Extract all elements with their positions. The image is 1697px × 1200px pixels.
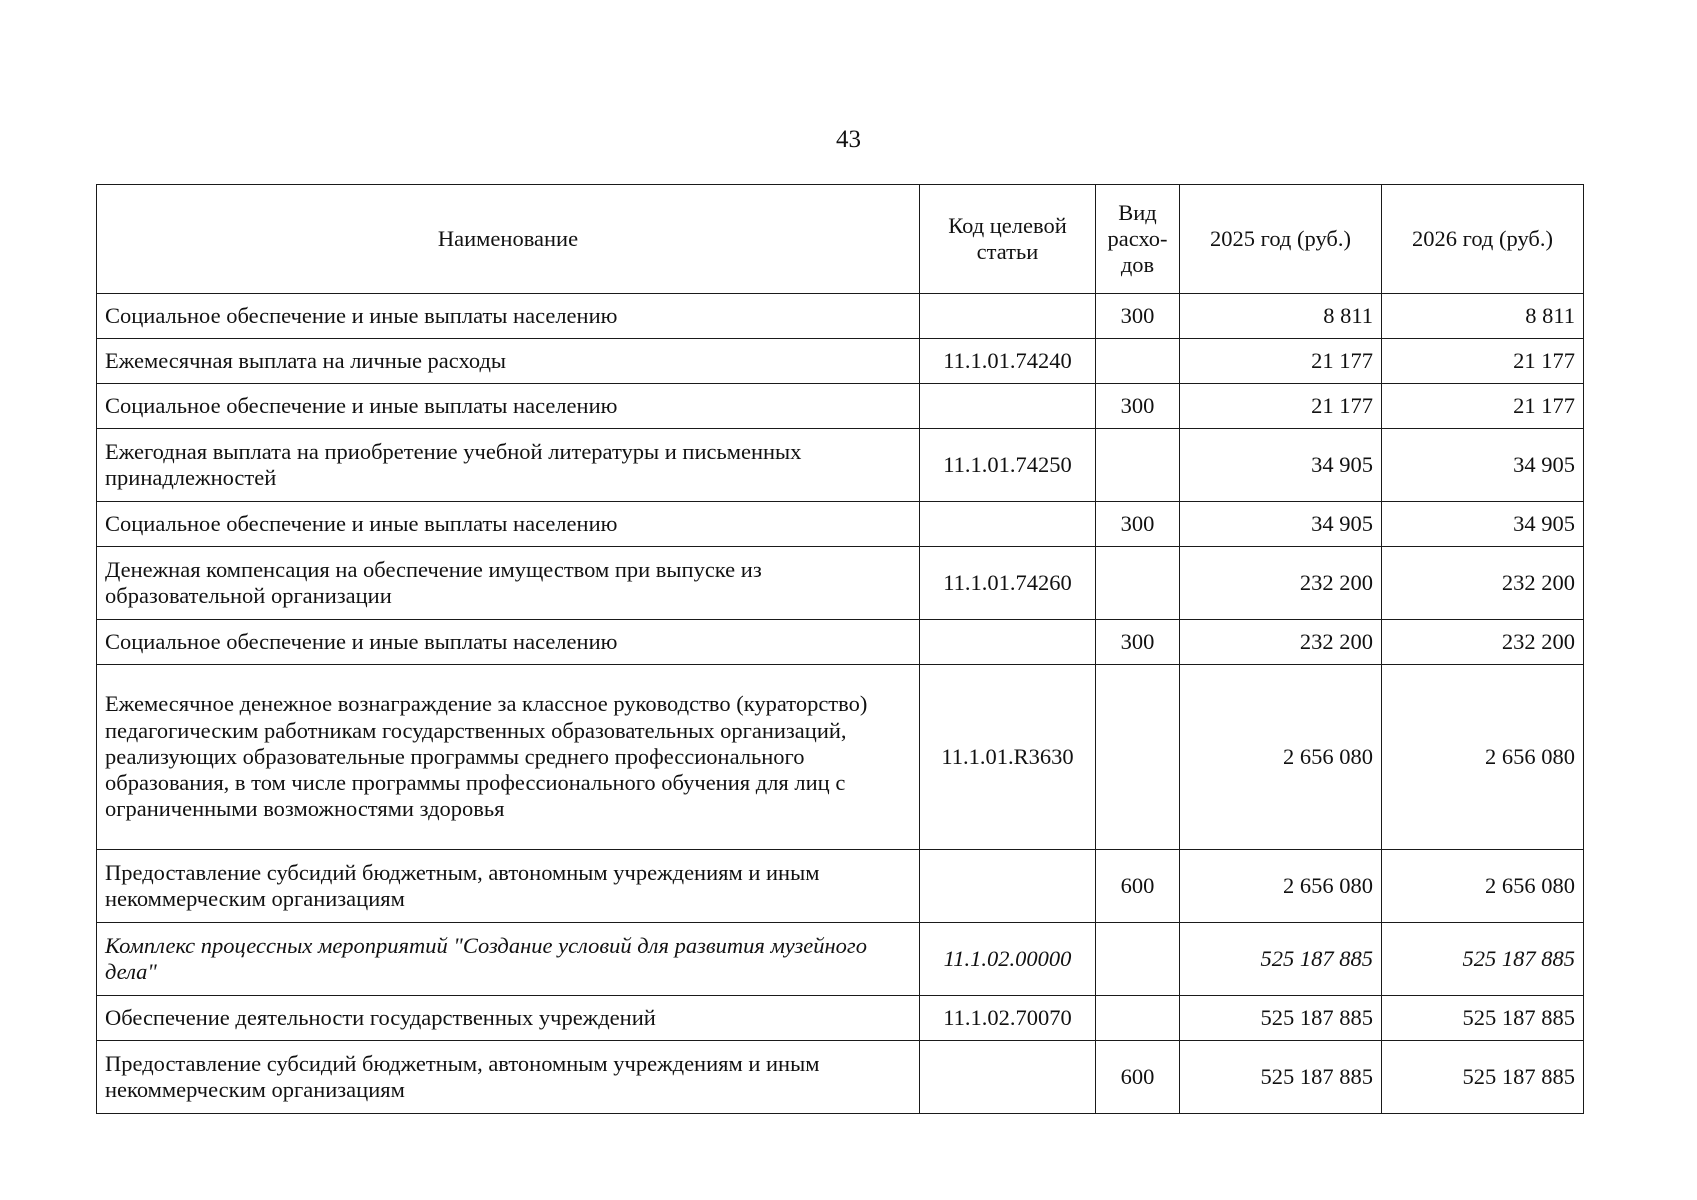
header-2026: 2026 год (руб.) bbox=[1382, 185, 1584, 294]
table-row bbox=[97, 923, 1584, 996]
row-2025: 21 177 bbox=[1180, 384, 1382, 429]
table-row bbox=[97, 996, 1584, 1041]
row-2025: 21 177 bbox=[1180, 339, 1382, 384]
row-code bbox=[920, 620, 1096, 665]
row-2025: 34 905 bbox=[1180, 429, 1382, 502]
row-2025: 34 905 bbox=[1180, 502, 1382, 547]
budget-table bbox=[96, 184, 1584, 1114]
header-type: Вид расхо-дов bbox=[1096, 185, 1180, 294]
row-type: 300 bbox=[1096, 620, 1180, 665]
row-type: 300 bbox=[1096, 384, 1180, 429]
row-type bbox=[1096, 429, 1180, 502]
row-type bbox=[1096, 923, 1180, 996]
header-2025: 2025 год (руб.) bbox=[1180, 185, 1382, 294]
row-2025: 8 811 bbox=[1180, 294, 1382, 339]
row-code: 11.1.01.74260 bbox=[920, 547, 1096, 620]
row-type: 300 bbox=[1096, 294, 1180, 339]
row-type bbox=[1096, 665, 1180, 850]
row-name: Социальное обеспечение и иные выплаты населению bbox=[97, 384, 920, 429]
row-name: Предоставление субсидий бюджетным, автономным учреждениям и иным некоммерческим организациям bbox=[97, 1041, 920, 1114]
row-2025: 232 200 bbox=[1180, 620, 1382, 665]
row-name: Социальное обеспечение и иные выплаты населению bbox=[97, 502, 920, 547]
row-type: 300 bbox=[1096, 502, 1180, 547]
table-row bbox=[97, 665, 1584, 850]
row-code: 11.1.02.70070 bbox=[920, 996, 1096, 1041]
row-2026: 8 811 bbox=[1382, 294, 1584, 339]
row-2025: 2 656 080 bbox=[1180, 665, 1382, 850]
row-name: Комплекс процессных мероприятий "Создание условий для развития музейного дела" bbox=[97, 923, 920, 996]
row-2025: 2 656 080 bbox=[1180, 850, 1382, 923]
row-code bbox=[920, 1041, 1096, 1114]
table-row bbox=[97, 429, 1584, 502]
header-code: Код целевой статьи bbox=[920, 185, 1096, 294]
row-type: 600 bbox=[1096, 1041, 1180, 1114]
row-name: Ежемесячная выплата на личные расходы bbox=[97, 339, 920, 384]
row-2025: 525 187 885 bbox=[1180, 996, 1382, 1041]
table-row bbox=[97, 339, 1584, 384]
row-2026: 232 200 bbox=[1382, 620, 1584, 665]
row-2026: 525 187 885 bbox=[1382, 996, 1584, 1041]
row-name: Ежегодная выплата на приобретение учебной литературы и письменных принадлежностей bbox=[97, 429, 920, 502]
table-row bbox=[97, 850, 1584, 923]
row-2026: 34 905 bbox=[1382, 429, 1584, 502]
row-type: 600 bbox=[1096, 850, 1180, 923]
table-row bbox=[97, 1041, 1584, 1114]
row-type bbox=[1096, 339, 1180, 384]
row-name: Денежная компенсация на обеспечение имуществом при выпуске из образовательной организации bbox=[97, 547, 920, 620]
row-type bbox=[1096, 996, 1180, 1041]
row-name: Социальное обеспечение и иные выплаты населению bbox=[97, 620, 920, 665]
row-code: 11.1.01.74240 bbox=[920, 339, 1096, 384]
table-row bbox=[97, 547, 1584, 620]
row-2026: 34 905 bbox=[1382, 502, 1584, 547]
row-code: 11.1.01.74250 bbox=[920, 429, 1096, 502]
row-2026: 525 187 885 bbox=[1382, 1041, 1584, 1114]
row-code bbox=[920, 294, 1096, 339]
row-name: Социальное обеспечение и иные выплаты населению bbox=[97, 294, 920, 339]
row-name: Обеспечение деятельности государственных учреждений bbox=[97, 996, 920, 1041]
row-name: Предоставление субсидий бюджетным, автономным учреждениям и иным некоммерческим организациям bbox=[97, 850, 920, 923]
row-code bbox=[920, 502, 1096, 547]
row-2026: 525 187 885 bbox=[1382, 923, 1584, 996]
table-row bbox=[97, 502, 1584, 547]
row-code: 11.1.02.00000 bbox=[920, 923, 1096, 996]
table-row bbox=[97, 620, 1584, 665]
row-2026: 2 656 080 bbox=[1382, 850, 1584, 923]
row-2026: 21 177 bbox=[1382, 339, 1584, 384]
row-type bbox=[1096, 547, 1180, 620]
table-header-row bbox=[97, 185, 1584, 294]
row-code bbox=[920, 850, 1096, 923]
table-row bbox=[97, 294, 1584, 339]
row-2026: 21 177 bbox=[1382, 384, 1584, 429]
header-name: Наименование bbox=[97, 185, 920, 294]
page-number: 43 bbox=[836, 126, 861, 153]
row-2025: 232 200 bbox=[1180, 547, 1382, 620]
row-code: 11.1.01.R3630 bbox=[920, 665, 1096, 850]
row-name: Ежемесячное денежное вознаграждение за классное руководство (кураторство) педагогическим работникам государственных образовательных организаций, реализующих образовательные программы среднего профессионального образования, в том числе программы профессионального обучения для лиц с ограниченными возможностями здоровья bbox=[97, 665, 920, 850]
row-2025: 525 187 885 bbox=[1180, 1041, 1382, 1114]
row-2025: 525 187 885 bbox=[1180, 923, 1382, 996]
row-code bbox=[920, 384, 1096, 429]
row-2026: 232 200 bbox=[1382, 547, 1584, 620]
row-2026: 2 656 080 bbox=[1382, 665, 1584, 850]
table-row bbox=[97, 384, 1584, 429]
